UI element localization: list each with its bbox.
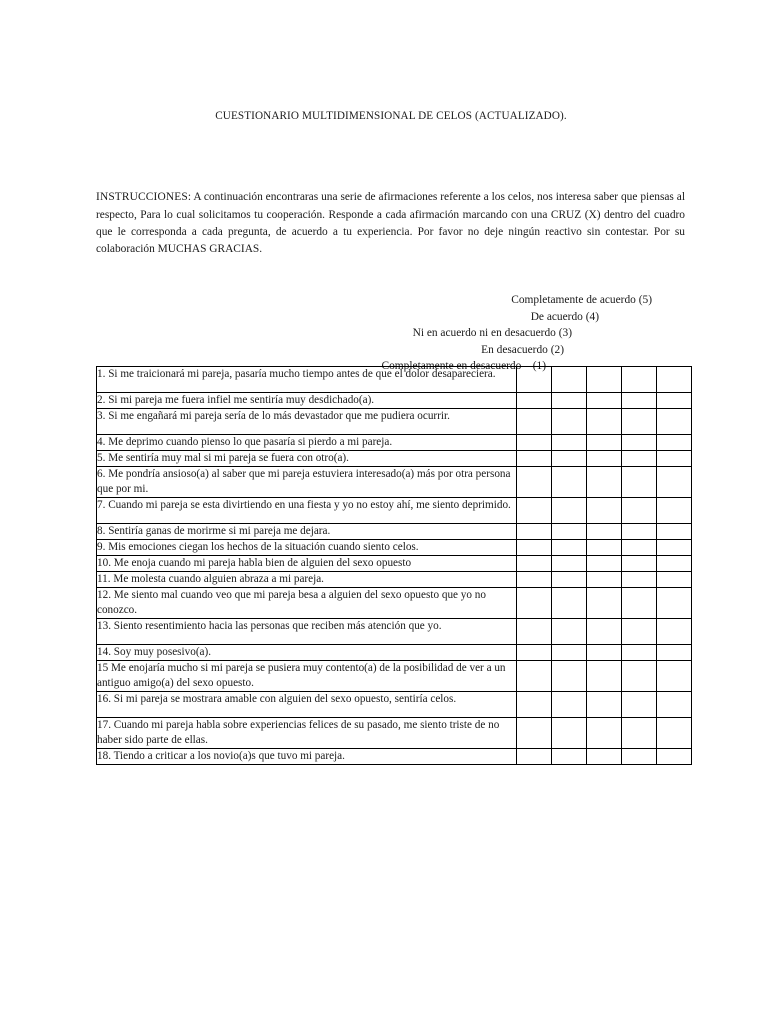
scale-option-1: Completamente en desacuerdo (1) [381,360,546,373]
table-row [97,556,692,572]
table-row [97,393,692,409]
answer-checkbox-cell[interactable] [657,393,692,409]
table-row [97,435,692,451]
answer-checkbox-cell[interactable] [552,540,587,556]
answer-checkbox-cell[interactable] [622,619,657,645]
answer-checkbox-cell[interactable] [517,435,552,451]
statement-cell: 11. Me molesta cuando alguien abraza a mi pareja. [97,572,517,588]
answer-checkbox-cell[interactable] [657,692,692,718]
table-row [97,540,692,556]
survey-table-body [97,367,692,765]
answer-checkbox-cell[interactable] [552,692,587,718]
answer-checkbox-cell[interactable] [517,409,552,435]
statement-cell: 10. Me enoja cuando mi pareja habla bien de alguien del sexo opuesto [97,556,517,572]
answer-checkbox-cell[interactable] [622,409,657,435]
answer-checkbox-cell[interactable] [657,645,692,661]
answer-checkbox-cell[interactable] [552,393,587,409]
statement-cell: 5. Me sentiría muy mal si mi pareja se fuera con otro(a). [97,451,517,467]
answer-checkbox-cell[interactable] [657,409,692,435]
answer-checkbox-cell[interactable] [657,718,692,749]
answer-checkbox-cell[interactable] [552,572,587,588]
table-row [97,661,692,692]
statement-cell: 7. Cuando mi pareja se esta divirtiendo en una fiesta y yo no estoy ahí, me siento deprimido. [97,498,517,524]
answer-checkbox-cell[interactable] [587,645,622,661]
table-row [97,524,692,540]
answer-checkbox-cell[interactable] [622,749,657,765]
answer-checkbox-cell[interactable] [622,661,657,692]
answer-checkbox-cell[interactable] [587,749,622,765]
table-row [97,367,692,393]
answer-checkbox-cell[interactable] [517,619,552,645]
answer-checkbox-cell[interactable] [517,524,552,540]
statement-cell: 17. Cuando mi pareja habla sobre experiencias felices de su pasado, me siento triste de no haber sido parte de ellas. [97,718,517,749]
answer-checkbox-cell[interactable] [552,661,587,692]
answer-checkbox-cell[interactable] [657,540,692,556]
table-row [97,645,692,661]
answer-checkbox-cell[interactable] [517,498,552,524]
answer-checkbox-cell[interactable] [587,498,622,524]
answer-checkbox-cell[interactable] [622,498,657,524]
statement-cell: 3. Si me engañará mi pareja sería de lo más devastador que me pudiera ocurrir. [97,409,517,435]
answer-checkbox-cell[interactable] [517,367,552,393]
answer-checkbox-cell[interactable] [657,367,692,393]
answer-checkbox-cell[interactable] [517,749,552,765]
answer-checkbox-cell[interactable] [587,572,622,588]
statement-cell: 2. Si mi pareja me fuera infiel me sentiría muy desdichado(a). [97,393,517,409]
statement-cell: 12. Me siento mal cuando veo que mi pareja besa a alguien del sexo opuesto que yo no conozco. [97,588,517,619]
answer-checkbox-cell[interactable] [657,661,692,692]
table-row [97,692,692,718]
answer-checkbox-cell[interactable] [622,588,657,619]
answer-checkbox-cell[interactable] [552,588,587,619]
statement-cell: 15 Me enojaría mucho si mi pareja se pusiera muy contento(a) de la posibilidad de ver a un antiguo amigo(a) del sexo opuesto. [97,661,517,692]
answer-checkbox-cell[interactable] [517,645,552,661]
answer-checkbox-cell[interactable] [552,749,587,765]
table-row [97,572,692,588]
page-title: CUESTIONARIO MULTIDIMENSIONAL DE CELOS (ACTUALIZADO). [215,110,567,122]
statement-cell: 16. Si mi pareja se mostrara amable con alguien del sexo opuesto, sentiría celos. [97,692,517,718]
answer-checkbox-cell[interactable] [552,556,587,572]
answer-checkbox-cell[interactable] [587,367,622,393]
answer-checkbox-cell[interactable] [657,619,692,645]
survey-table [96,366,692,765]
statement-cell: 14. Soy muy posesivo(a). [97,645,517,661]
answer-checkbox-cell[interactable] [657,572,692,588]
answer-checkbox-cell[interactable] [657,749,692,765]
table-row [97,467,692,498]
answer-checkbox-cell[interactable] [622,692,657,718]
answer-checkbox-cell[interactable] [552,619,587,645]
answer-checkbox-cell[interactable] [587,451,622,467]
answer-checkbox-cell[interactable] [657,588,692,619]
answer-checkbox-cell[interactable] [657,556,692,572]
answer-checkbox-cell[interactable] [552,409,587,435]
answer-checkbox-cell[interactable] [517,556,552,572]
table-row [97,498,692,524]
answer-checkbox-cell[interactable] [622,718,657,749]
answer-checkbox-cell[interactable] [587,619,622,645]
answer-checkbox-cell[interactable] [587,393,622,409]
scale-option-4: De acuerdo (4) [530,310,599,323]
answer-checkbox-cell[interactable] [517,588,552,619]
answer-checkbox-cell[interactable] [552,435,587,451]
answer-checkbox-cell[interactable] [587,409,622,435]
answer-checkbox-cell[interactable] [587,467,622,498]
answer-checkbox-cell[interactable] [622,645,657,661]
answer-checkbox-cell[interactable] [622,540,657,556]
table-row [97,409,692,435]
answer-checkbox-cell[interactable] [517,467,552,498]
answer-checkbox-cell[interactable] [587,718,622,749]
answer-checkbox-cell[interactable] [552,498,587,524]
answer-checkbox-cell[interactable] [587,556,622,572]
scale-legend [96,292,685,375]
answer-checkbox-cell[interactable] [587,588,622,619]
scale-option-3: Ni en acuerdo ni en desacuerdo (3) [412,327,572,340]
answer-checkbox-cell[interactable] [552,524,587,540]
answer-checkbox-cell[interactable] [622,556,657,572]
statement-cell: 9. Mis emociones ciegan los hechos de la situación cuando siento celos. [97,540,517,556]
statement-cell: 13. Siento resentimiento hacia las personas que reciben más atención que yo. [97,619,517,645]
answer-checkbox-cell[interactable] [587,540,622,556]
answer-checkbox-cell[interactable] [657,524,692,540]
answer-checkbox-cell[interactable] [517,718,552,749]
answer-checkbox-cell[interactable] [517,393,552,409]
scale-option-5: Completamente de acuerdo (5) [511,294,652,306]
answer-checkbox-cell[interactable] [552,367,587,393]
answer-checkbox-cell[interactable] [622,393,657,409]
answer-checkbox-cell[interactable] [552,467,587,498]
answer-checkbox-cell[interactable] [517,540,552,556]
answer-checkbox-cell[interactable] [517,661,552,692]
statement-cell: 18. Tiendo a criticar a los novio(a)s que tuvo mi pareja. [97,749,517,765]
answer-checkbox-cell[interactable] [622,467,657,498]
answer-checkbox-cell[interactable] [552,718,587,749]
statement-cell: 4. Me deprimo cuando pienso lo que pasaría si pierdo a mi pareja. [97,435,517,451]
answer-checkbox-cell[interactable] [622,572,657,588]
answer-checkbox-cell[interactable] [622,451,657,467]
answer-checkbox-cell[interactable] [622,524,657,540]
instructions-paragraph [96,189,685,258]
answer-checkbox-cell[interactable] [517,692,552,718]
table-row [97,619,692,645]
answer-checkbox-cell[interactable] [657,451,692,467]
table-row [97,718,692,749]
statement-cell: 6. Me pondría ansioso(a) al saber que mi pareja estuviera interesado(a) más por otra persona que por mi. [97,467,517,498]
answer-checkbox-cell[interactable] [517,451,552,467]
answer-checkbox-cell[interactable] [517,572,552,588]
answer-checkbox-cell[interactable] [657,435,692,451]
instructions-body: A continuación encontraras una serie de afirmaciones referente a los celos, nos interesa saber que piensas al respecto, Para lo cual solicitamos tu cooperación. Responde a cada afirmación marcando con una CRUZ (X) dentro del cuadro que le corresponda a cada pregunta, de acuerdo a tu experiencia. Por favor no deje ningún reactivo sin contestar. Por su colaboración MUCHAS GRACIAS. [96,191,685,256]
statement-cell: 8. Sentiría ganas de morirme si mi pareja me dejara. [97,524,517,540]
statement-cell: 1. Si me traicionará mi pareja, pasaría mucho tiempo antes de que el dolor desapareciera. [97,367,517,393]
answer-checkbox-cell[interactable] [552,645,587,661]
instructions-label: INSTRUCCIONES: [96,191,192,204]
answer-checkbox-cell[interactable] [622,435,657,451]
answer-checkbox-cell[interactable] [622,367,657,393]
table-row [97,451,692,467]
answer-checkbox-cell[interactable] [657,498,692,524]
answer-checkbox-cell[interactable] [587,435,622,451]
answer-checkbox-cell[interactable] [587,692,622,718]
answer-checkbox-cell[interactable] [657,467,692,498]
answer-checkbox-cell[interactable] [587,524,622,540]
scale-option-2: En desacuerdo (2) [481,343,564,356]
table-row [97,588,692,619]
answer-checkbox-cell[interactable] [552,451,587,467]
answer-checkbox-cell[interactable] [587,661,622,692]
table-row [97,749,692,765]
